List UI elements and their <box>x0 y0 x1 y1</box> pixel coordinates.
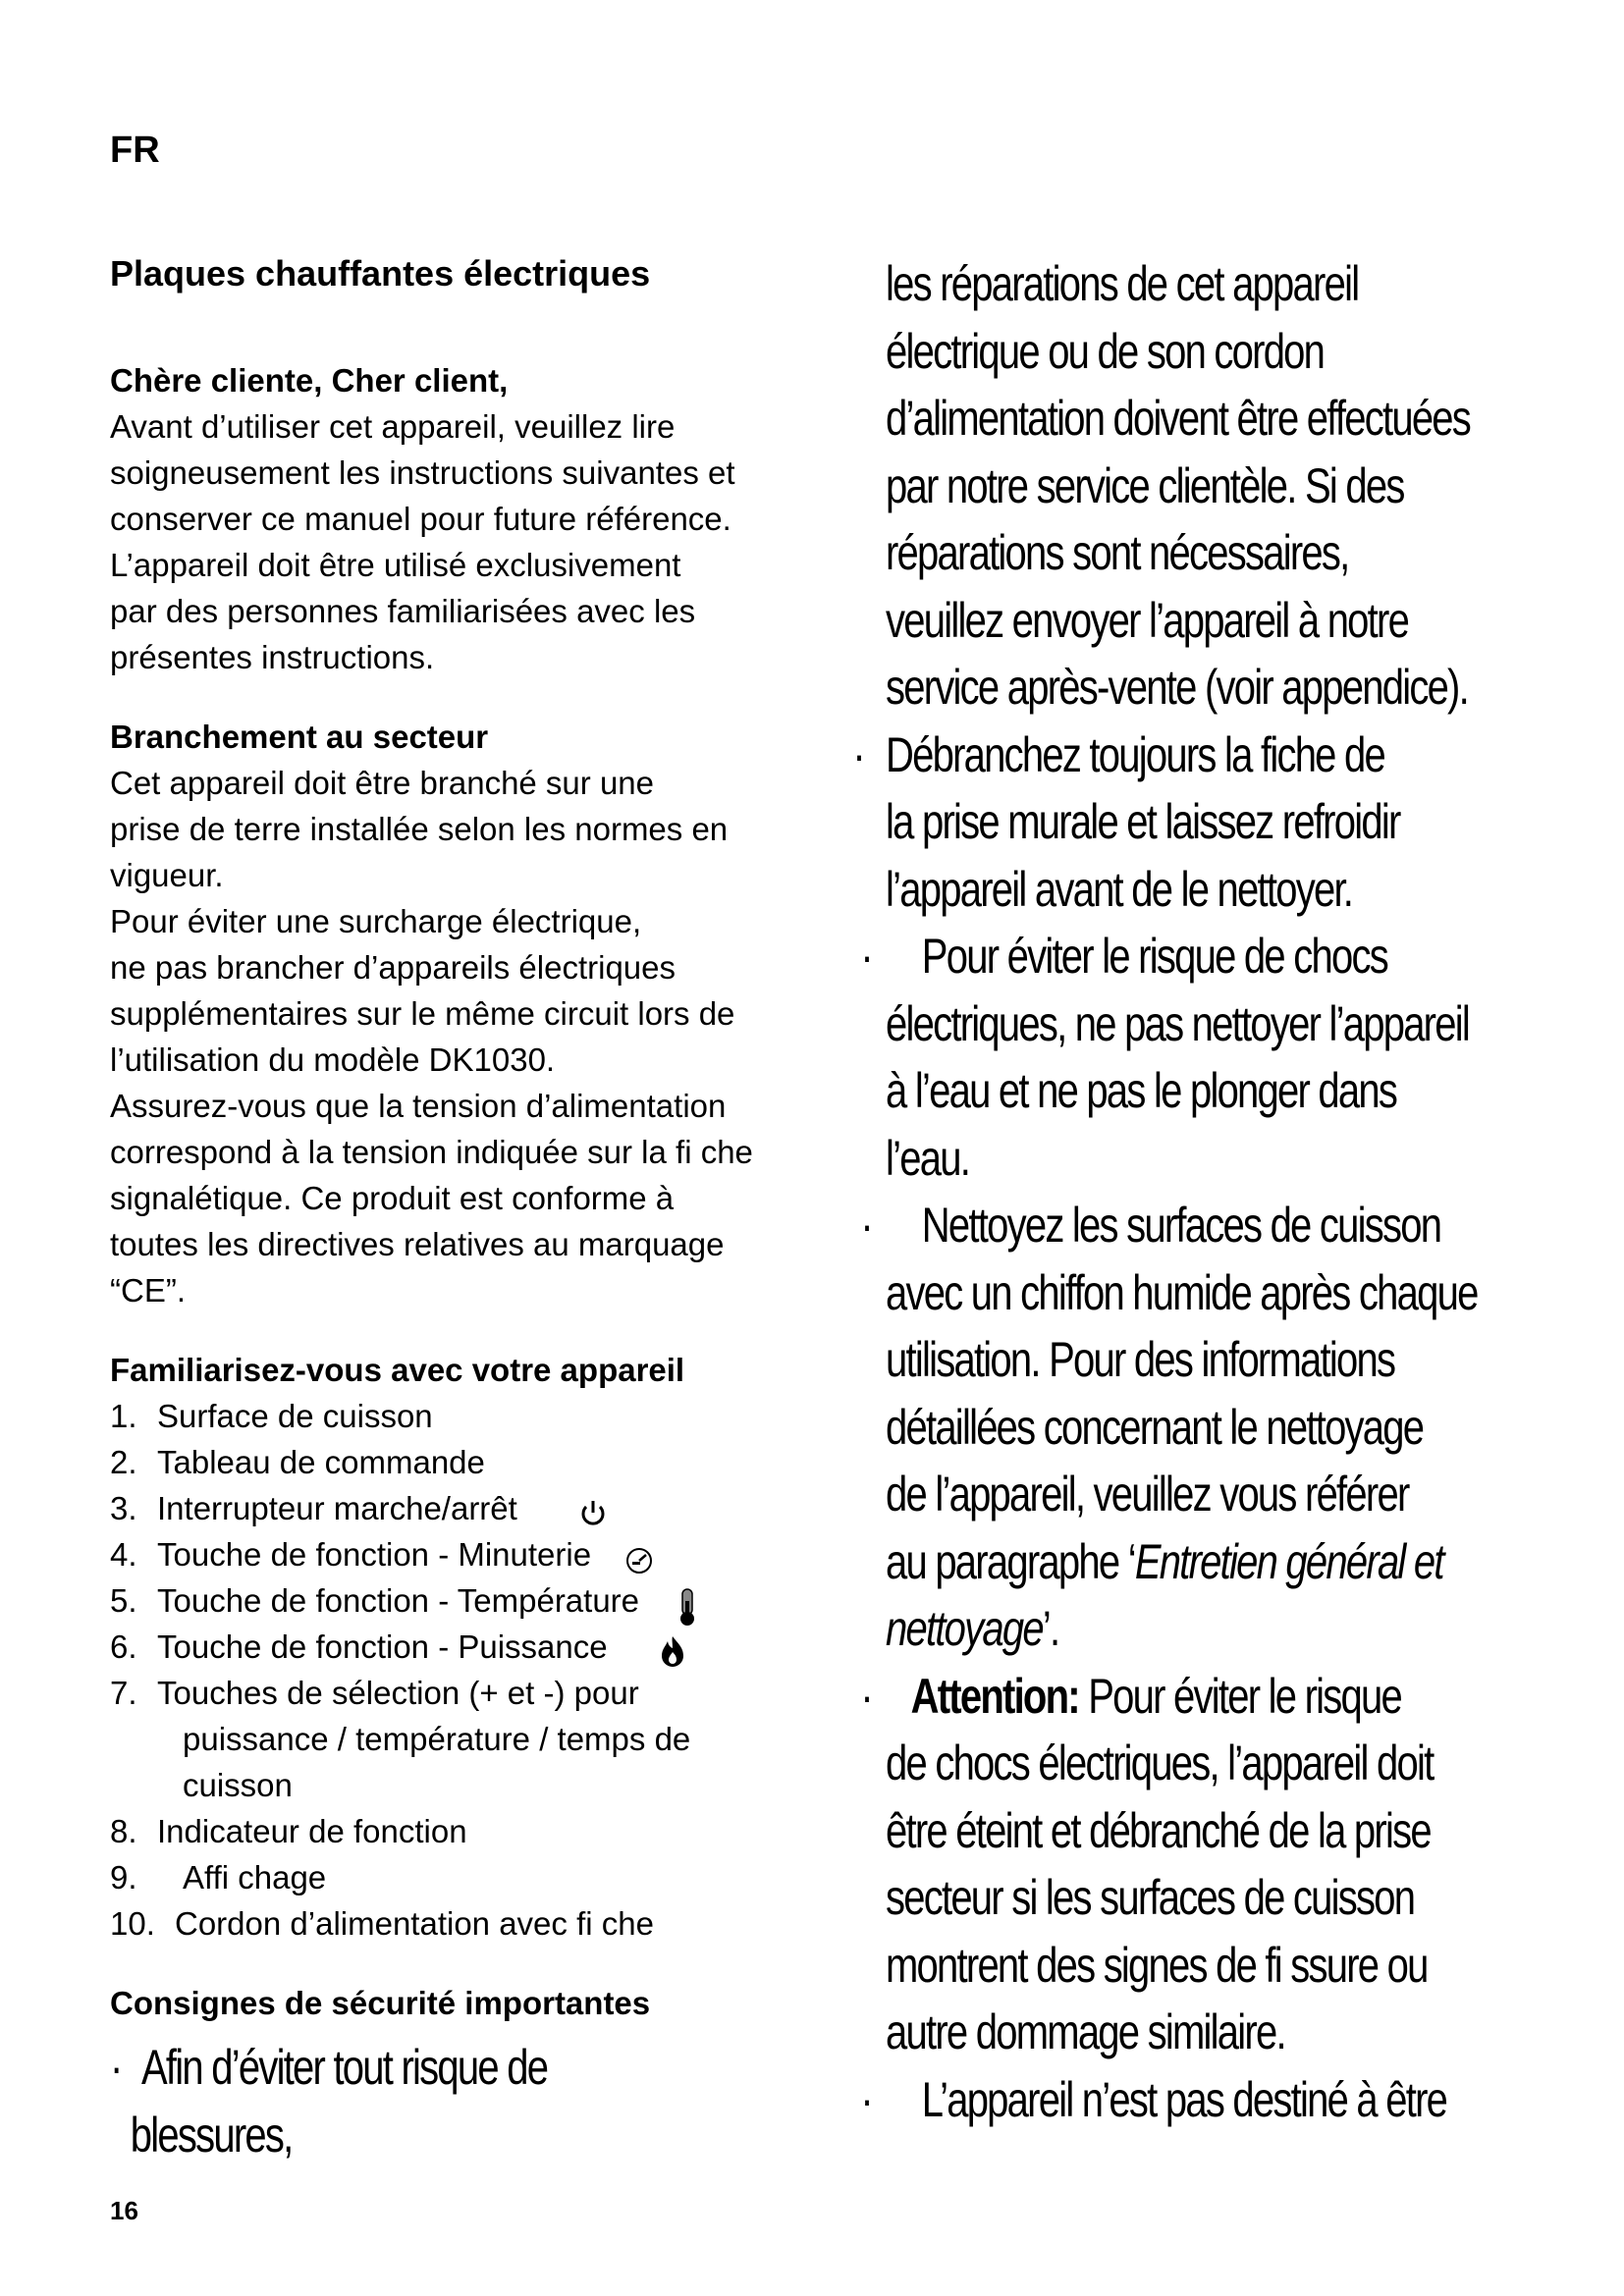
parts-heading: Familiarisez-vous avec votre appareil <box>110 1352 685 1388</box>
parts-list <box>110 1393 797 1947</box>
item-text: Interrupteur marche/arrêt <box>157 1490 517 1526</box>
item-text: Tableau de commande <box>157 1444 485 1480</box>
list-item <box>110 1624 797 1670</box>
text-line: Pour éviter le risque de chocs <box>921 929 1387 984</box>
item-text: Touche de fonction - Température <box>157 1582 640 1619</box>
text-line: présentes instructions. <box>110 639 435 675</box>
bullet-attention <box>860 1663 1514 2066</box>
text-line: montrent des signes de fi ssure ou <box>886 1937 1428 1993</box>
text-line: l’appareil avant de le nettoyer. <box>886 861 1353 917</box>
text-line: Assurez-vous que la tension d’alimentation <box>110 1088 727 1124</box>
item-number: 5. <box>110 1582 137 1619</box>
text-line: utilisation. Pour des informations <box>886 1332 1395 1387</box>
ref-italic: Entretien général et <box>1134 1533 1443 1589</box>
text-line: vigueur. <box>110 857 224 893</box>
text-line: réparations sont nécessaires, <box>886 525 1349 580</box>
bullet-clean <box>860 1192 1514 1663</box>
ref-italic: nettoyage <box>886 1601 1043 1656</box>
item-text: Touche de fonction - Minuterie <box>157 1536 592 1573</box>
item-text: Indicateur de fonction <box>157 1813 467 1849</box>
text-line: signalétique. Ce produit est conforme à <box>110 1180 675 1216</box>
text-line: prise de terre installée selon les normes en <box>110 811 729 847</box>
text-line: Pour éviter une surcharge électrique, <box>110 903 642 939</box>
text-line: Débranchez toujours la fiche de <box>886 726 1384 782</box>
right-column <box>852 250 1514 2133</box>
bullet-not-intended <box>860 2066 1514 2134</box>
text-line: de l’appareil, veuillez vous référer <box>886 1467 1409 1522</box>
page-title: Plaques chauffantes électriques <box>110 253 651 294</box>
text-line: électriques, ne pas nettoyer l’appareil <box>886 995 1469 1051</box>
text-line: veuillez envoyer l’appareil à notre <box>886 592 1409 648</box>
item-text: Cordon d’alimentation avec fi che <box>175 1905 654 1942</box>
mains-heading: Branchement au secteur <box>110 719 489 755</box>
text-line: ne pas brancher d’appareils électriques <box>110 949 677 986</box>
item-text: Touches de sélection (+ et -) pour <box>157 1675 639 1711</box>
page-number: 16 <box>110 2196 138 2225</box>
bullet-water <box>860 923 1514 1192</box>
text-line: les réparations de cet appareil <box>886 256 1359 311</box>
bullet-dot: · <box>860 1198 872 1253</box>
bullet-text: Afin d’éviter tout risque de blessures, <box>130 2040 548 2163</box>
text-line: correspond à la tension indiquée sur la fi che <box>110 1134 753 1170</box>
text-line: conserver ce manuel pour future référence. <box>110 501 731 537</box>
item-number: 6. <box>110 1629 137 1665</box>
text-line: Cet appareil doit être branché sur une <box>110 765 655 801</box>
text-line: l’utilisation du modèle DK1030. <box>110 1041 556 1078</box>
text-line: service après-vente (voir appendice). <box>886 660 1468 715</box>
text-line: l’eau. <box>886 1130 970 1186</box>
text-line <box>886 1528 1514 1596</box>
text-line: “CE”. <box>110 1272 186 1308</box>
thermometer-icon <box>672 1587 703 1619</box>
list-item <box>110 1808 797 1854</box>
list-item <box>110 1439 797 1485</box>
item-number: 7. <box>110 1675 137 1711</box>
item-number: 2. <box>110 1444 137 1480</box>
text-line: secteur si les surfaces de cuisson <box>886 1870 1415 1925</box>
text-line <box>886 1595 1514 1663</box>
flame-icon <box>656 1633 687 1665</box>
ref-suffix: ’. <box>1042 1601 1059 1656</box>
safety-heading: Consignes de sécurité importantes <box>110 1985 651 2021</box>
safety-first-bullet <box>110 2034 660 2168</box>
text-line: avec un chiffon humide après chaque <box>886 1264 1478 1320</box>
item-text: Affi chage <box>183 1859 327 1896</box>
text-line: par notre service clientèle. Si des <box>886 457 1404 513</box>
attention-label: Attention: <box>910 1668 1079 1724</box>
text-line: Avant d’utiliser cet appareil, veuillez lire <box>110 408 676 445</box>
item-text: Surface de cuisson <box>157 1398 433 1434</box>
ref-prefix: au paragraphe ‘ <box>886 1533 1135 1589</box>
bullet-unplug <box>852 721 1514 924</box>
item-text-continuation: cuisson <box>183 1767 293 1803</box>
text-line: à l’eau et ne pas le plonger dans <box>886 1063 1397 1118</box>
text-line: toutes les directives relatives au marquage <box>110 1226 725 1262</box>
item-number: 3. <box>110 1490 137 1526</box>
text-line: L’appareil doit être utilisé exclusivement <box>110 547 681 583</box>
text-line: de chocs électriques, l’appareil doit <box>886 1735 1434 1790</box>
bullet-dot: · <box>860 2071 872 2127</box>
repairs-paragraph <box>886 250 1514 721</box>
list-item <box>110 1531 797 1577</box>
greeting-text <box>110 403 797 680</box>
text-line: la prise murale et laissez refroidir <box>886 794 1400 849</box>
item-number: 10. <box>110 1905 155 1942</box>
text-line: Nettoyez les surfaces de cuisson <box>921 1198 1441 1253</box>
list-item <box>110 1670 797 1808</box>
text-line: électrique ou de son cordon <box>886 323 1325 379</box>
list-item <box>110 1393 797 1439</box>
item-number: 4. <box>110 1536 137 1573</box>
text-line: d’alimentation doivent être effectuées <box>886 391 1471 446</box>
text-line: autre dommage similaire. <box>886 2004 1285 2059</box>
item-number: 8. <box>110 1813 137 1849</box>
text-line: supplémentaires sur le même circuit lors de <box>110 995 735 1032</box>
list-item <box>110 1854 797 1900</box>
language-code: FR <box>110 130 160 171</box>
item-text: Touche de fonction - Puissance <box>157 1629 608 1665</box>
text-line: détaillées concernant le nettoyage <box>886 1399 1424 1455</box>
left-column <box>110 253 797 2168</box>
list-item <box>110 1900 797 1947</box>
bullet-dot: · <box>860 1668 872 1724</box>
timer-icon <box>623 1541 655 1573</box>
item-text-continuation: puissance / température / temps de <box>183 1721 691 1757</box>
text-line: être éteint et débranché de la prise <box>886 1802 1431 1858</box>
item-number: 1. <box>110 1398 137 1434</box>
text-line: L’appareil n’est pas destiné à être <box>921 2071 1447 2127</box>
text-line <box>886 1663 1514 1731</box>
bullet-dot: · <box>110 2040 122 2095</box>
attention-text: Pour éviter le risque <box>1078 1668 1401 1724</box>
greeting-heading: Chère cliente, Cher client, <box>110 362 509 399</box>
bullet-dot: · <box>852 726 864 782</box>
power-icon <box>577 1495 609 1526</box>
bullet-dot: · <box>860 929 872 984</box>
mains-text <box>110 760 797 1313</box>
text-line: soigneusement les instructions suivantes et <box>110 454 735 491</box>
list-item <box>110 1577 797 1624</box>
list-item <box>110 1485 797 1531</box>
text-line: par des personnes familiarisées avec les <box>110 593 696 629</box>
item-number: 9. <box>110 1859 137 1896</box>
